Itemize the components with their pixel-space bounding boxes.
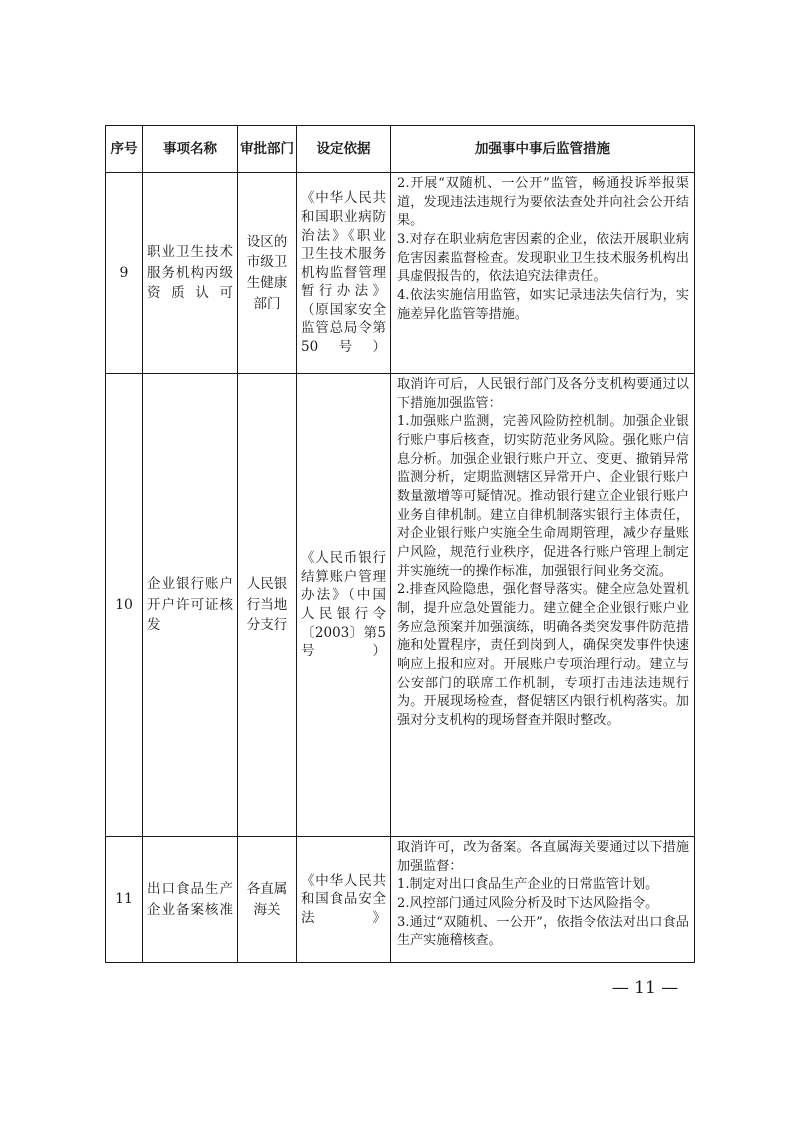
row-basis: 《中华人民共和国职业病防治法》《职业卫生技术服务机构监督管理暂行办法》（原国家安全监管总局令第50号） (297, 173, 391, 374)
measure-paragraph: 2.开展“双随机、一公开”监管，畅通投诉举报渠道，发现违法违规行为要依法查处并向社会公开结果。 (397, 176, 689, 229)
header-basis: 设定依据 (297, 126, 391, 173)
row-item-name: 职业卫生技术服务机构丙级资质认可 (143, 173, 238, 374)
header-seq: 序号 (106, 126, 143, 173)
row-basis: 《中华人民共和国食品安全法》 (297, 837, 391, 963)
row-seq: 9 (106, 173, 143, 374)
table-header-row (106, 126, 695, 173)
measure-paragraph: 3.通过“双随机、一公开”，依指令依法对出口食品生产实施稽核查。 (397, 914, 689, 949)
row-measures (391, 837, 695, 963)
row-measures (391, 173, 695, 374)
row-measures (391, 374, 695, 837)
row-dept: 各直属海关 (238, 837, 297, 963)
measure-paragraph: 2.排查风险隐患，强化督导落实。健全应急处置机制，提升应急处置能力。建立健全企业银行账户业务应急预案并加强演练，明确各类突发事件防范措施和处置程序，责任到岗到人，确保突发事件快速响应上报和应对。开展账户专项治理行动。建立与公安部门的联席工作机制，专项打击违法违规行为。开展现场检查，督促辖区内银行机构落实。加强对分支机构的现场督查并限时整改。 (397, 582, 689, 728)
header-name: 事项名称 (143, 126, 238, 173)
header-dept: 审批部门 (238, 126, 297, 173)
measure-paragraph: 1.制定对出口食品生产企业的日常监管计划。 (397, 877, 659, 893)
measure-paragraph: 取消许可，改为备案。各直属海关要通过以下措施加强监督： (397, 840, 689, 874)
row-item-name: 出口食品生产企业备案核准 (143, 837, 238, 963)
approval-items-table (105, 125, 695, 963)
row-dept: 人民银行当地分支行 (238, 374, 297, 837)
measure-paragraph: 4.依法实施信用监管，如实记录违法失信行为，实施差异化监管等措施。 (397, 287, 689, 322)
table-row (106, 173, 695, 374)
row-seq: 10 (106, 374, 143, 837)
measure-paragraph: 2.风控部门通过风险分析及时下达风险指令。 (397, 895, 659, 911)
row-seq: 11 (106, 837, 143, 963)
measure-paragraph: 1.加强账户监测，完善风险防控机制。加强企业银行账户事后核查，切实防范业务风险。强化账户信息分析。加强企业银行账户开立、变更、撤销异常监测分析，定期监测辖区异常开户、企业银行账户数量激增等可疑情况。推动银行建立企业银行账户业务自律机制。建立自律机制落实银行主体责任，对企业银行账户实施全生命周期管理，减少存量账户风险，规范行业秩序，促进各行账户管理上制定并实施统一的操作标准，加强银行间业务交流。 (397, 414, 689, 579)
table-row (106, 837, 695, 963)
page-number: — 11 — (611, 978, 679, 998)
row-item-name: 企业银行账户开户许可证核发 (143, 374, 238, 837)
row-dept: 设区的市级卫生健康部门 (238, 173, 297, 374)
row-basis: 《人民币银行结算账户管理办法》（中国人民银行令〔2003〕第5号） (297, 374, 391, 837)
table-row (106, 374, 695, 837)
measure-paragraph: 取消许可后，人民银行部门及各分支机构要通过以下措施加强监管： (397, 377, 689, 411)
header-measures: 加强事中事后监管措施 (391, 126, 695, 173)
measure-paragraph: 3.对存在职业病危害因素的企业，依法开展职业病危害因素监督检查。发现职业卫生技术服务机构出具虚假报告的，依法追究法律责任。 (397, 231, 689, 285)
